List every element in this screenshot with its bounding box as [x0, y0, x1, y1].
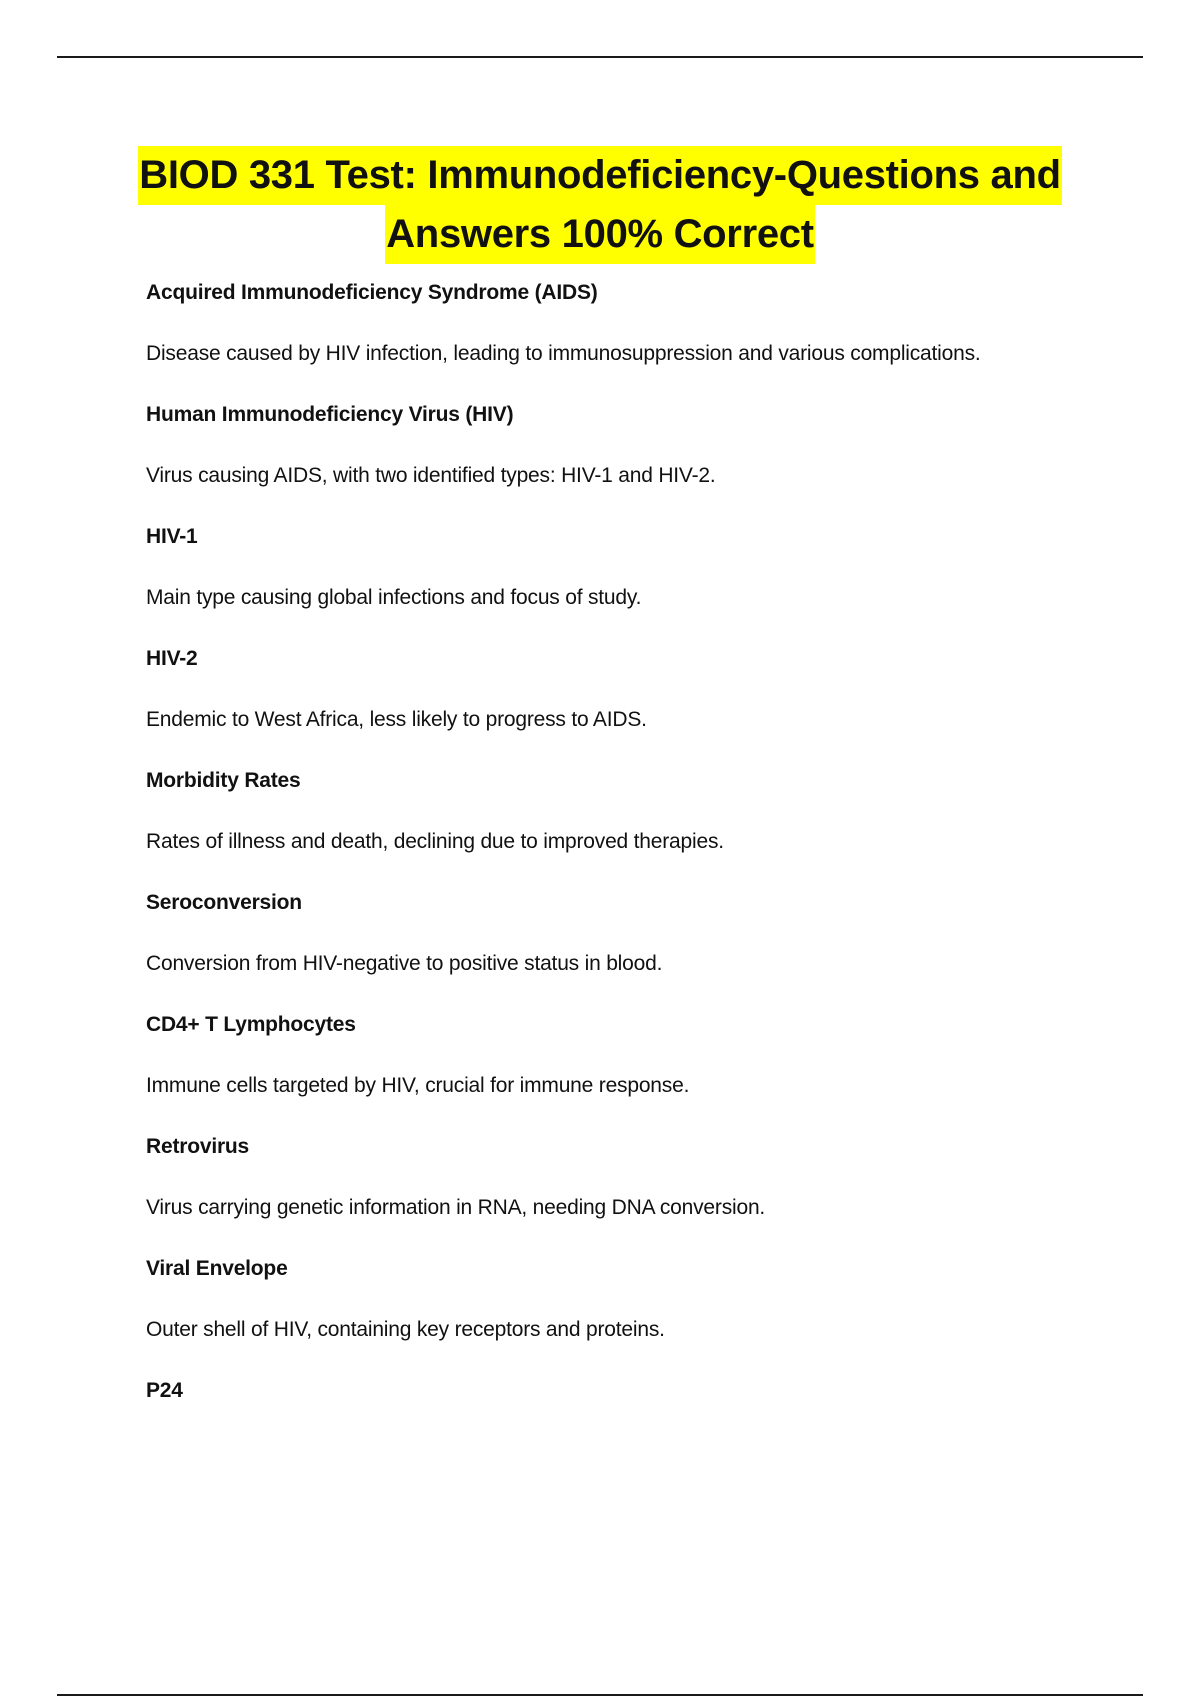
entry-definition: Virus causing AIDS, with two identified types: HIV-1 and HIV-2. — [146, 464, 716, 487]
entry-term: Viral Envelope — [146, 1257, 288, 1280]
glossary-entry — [146, 1133, 1086, 1222]
glossary-entry — [146, 767, 1086, 856]
entry-term: CD4+ T Lymphocytes — [146, 1013, 356, 1036]
glossary-entry — [146, 401, 1086, 490]
glossary-entry — [146, 645, 1086, 734]
title-line-2: Answers 100% Correct — [385, 205, 815, 264]
entry-term: Retrovirus — [146, 1135, 250, 1158]
glossary-entry — [146, 889, 1086, 978]
glossary-entry — [146, 1011, 1086, 1100]
entry-term: Morbidity Rates — [146, 769, 301, 792]
entry-term: HIV-2 — [146, 647, 198, 670]
entry-term: Human Immunodeficiency Virus (HIV) — [146, 403, 514, 426]
glossary-list — [146, 279, 1086, 1438]
title-line-1: BIOD 331 Test: Immunodeficiency-Questions and — [138, 146, 1062, 205]
entry-definition: Conversion from HIV-negative to positive status in blood. — [146, 952, 663, 975]
entry-definition: Outer shell of HIV, containing key receptors and proteins. — [146, 1318, 665, 1341]
top-rule — [57, 56, 1143, 58]
entry-term: HIV-1 — [146, 525, 198, 548]
entry-term: Seroconversion — [146, 891, 302, 914]
entry-definition: Rates of illness and death, declining due to improved therapies. — [146, 830, 724, 853]
glossary-entry — [146, 279, 1086, 368]
bottom-rule — [57, 1694, 1143, 1696]
document-title — [0, 146, 1200, 264]
entry-definition: Endemic to West Africa, less likely to progress to AIDS. — [146, 708, 647, 731]
glossary-entry — [146, 523, 1086, 612]
entry-definition: Disease caused by HIV infection, leading to immunosuppression and various complications. — [146, 342, 981, 365]
entry-definition: Virus carrying genetic information in RNA, needing DNA conversion. — [146, 1196, 766, 1219]
glossary-entry — [146, 1255, 1086, 1344]
glossary-entry — [146, 1377, 1086, 1405]
entry-term: P24 — [146, 1379, 183, 1402]
entry-term: Acquired Immunodeficiency Syndrome (AIDS) — [146, 281, 598, 304]
entry-definition: Immune cells targeted by HIV, crucial for immune response. — [146, 1074, 690, 1097]
entry-definition: Main type causing global infections and focus of study. — [146, 586, 642, 609]
